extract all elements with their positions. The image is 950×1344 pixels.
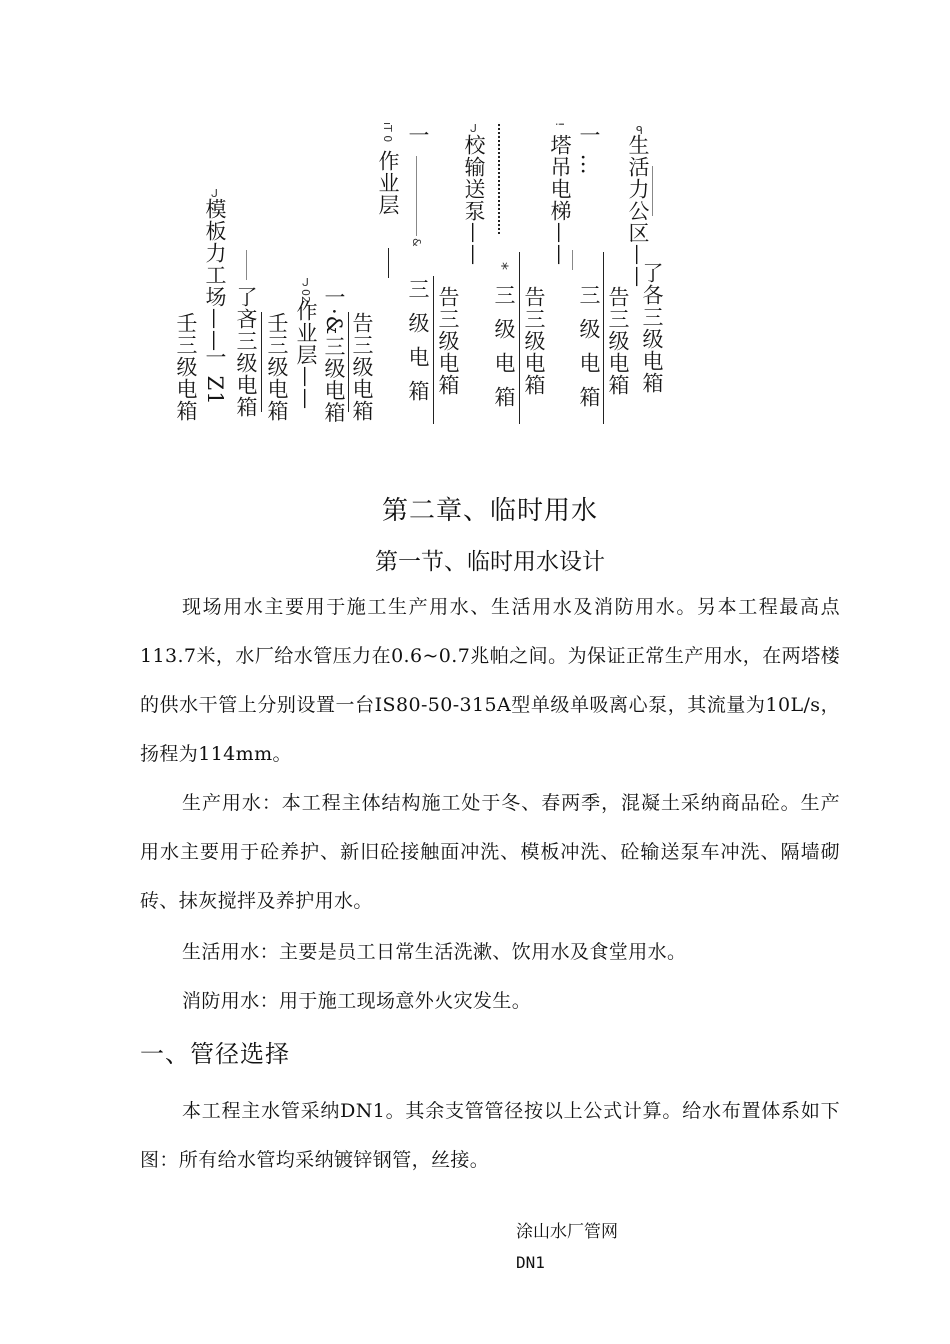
star-mark: * <box>493 262 512 270</box>
connector-line <box>416 156 417 236</box>
branch-name: 生活力公区—— <box>626 134 650 288</box>
box-label: 告三级电箱 <box>606 286 630 396</box>
scan-mark: ᑫ <box>633 124 646 137</box>
box-label: 了吝三级电箱 <box>234 286 258 418</box>
box-label: 一·&三级电箱 <box>322 286 346 424</box>
connector-line <box>572 250 573 270</box>
connector-line <box>261 312 262 412</box>
connector-line <box>652 166 653 216</box>
water-source-label: 涂山水厂管网 <box>516 1222 618 1242</box>
branch-label: 一 <box>406 124 430 146</box>
distribution-diagram <box>0 0 950 440</box>
branch-name: 模板力工场—— <box>203 198 227 352</box>
box-label: 了各三级电箱 <box>640 262 664 394</box>
paragraph-fire-water: 消防用水：用于施工现场意外火灾发生。 <box>182 990 532 1012</box>
branch-name: 塔吊电梯—— <box>548 134 572 266</box>
paragraph-water-usage: 现场用水主要用于施工生产用水、生活用水及消防用水。另本工程最高点113.7米，水厂给水管压力在0.6~0.7兆帕之间。为保证正常生产用水，在两塔楼的供水干管上分别设置一台IS80-50-315A型单级单吸离心泵，其流量为10L/s，扬程为114mm。 <box>140 596 840 765</box>
scan-mark: ᒍ02 <box>299 276 312 303</box>
branch-name: 作业层 <box>376 150 400 216</box>
section-title: 第一节、临时用水设计 <box>375 549 605 575</box>
connector-line <box>388 248 389 278</box>
connector-line <box>498 124 500 234</box>
branch-name: 校输送泵—— <box>462 134 486 266</box>
paragraph-pipe-diameter: 本工程主水管采纳DN1。其余支管管径按以上公式计算。给水布置体系如下图：所有给水管均采纳镀锌钢管，丝接。 <box>140 1100 840 1171</box>
paragraph-domestic-water: 生活用水：主要是员工日常生活洗漱、饮用水及食堂用水。 <box>182 941 687 963</box>
connector-line <box>246 250 247 280</box>
scan-mark: ᒍ <box>467 122 480 135</box>
branch-label: 一 … <box>577 124 601 176</box>
box-label: 告三级电箱 <box>436 286 460 396</box>
scan-mark: ! <box>553 122 566 127</box>
scan-mark: ᒍ <box>208 187 221 200</box>
box-label: 告三级电箱 <box>522 286 546 396</box>
box-label: 三级电箱 <box>577 284 601 420</box>
amp-mark: & <box>410 238 423 247</box>
paragraph-production-water: 生产用水：本工程主体结构施工处于冬、春两季，混凝土采纳商品砼。生产用水主要用于砼养护、新旧砼接触面冲洗、模板冲洗、砼输送泵车冲洗、隔墙砌砖、抹灰搅拌及养护用水。 <box>140 792 840 912</box>
box-label: 三级电箱 <box>406 278 430 414</box>
scan-mark: ıT 0 <box>381 122 394 143</box>
box-label: 壬三级电箱 <box>174 312 198 422</box>
box-label: 告三级电箱 <box>350 312 374 422</box>
heading-pipe-selection: 一、管径选择 <box>140 1040 290 1068</box>
box-label: 三级电箱 <box>492 284 516 420</box>
main-pipe-label: DN1 <box>516 1253 545 1272</box>
branch-name: 作业层—— <box>294 300 318 410</box>
branch-label: 一 Z1 <box>203 346 227 406</box>
chapter-title: 第二章、临时用水 <box>381 496 598 526</box>
box-label: 壬三级电箱 <box>265 312 289 422</box>
